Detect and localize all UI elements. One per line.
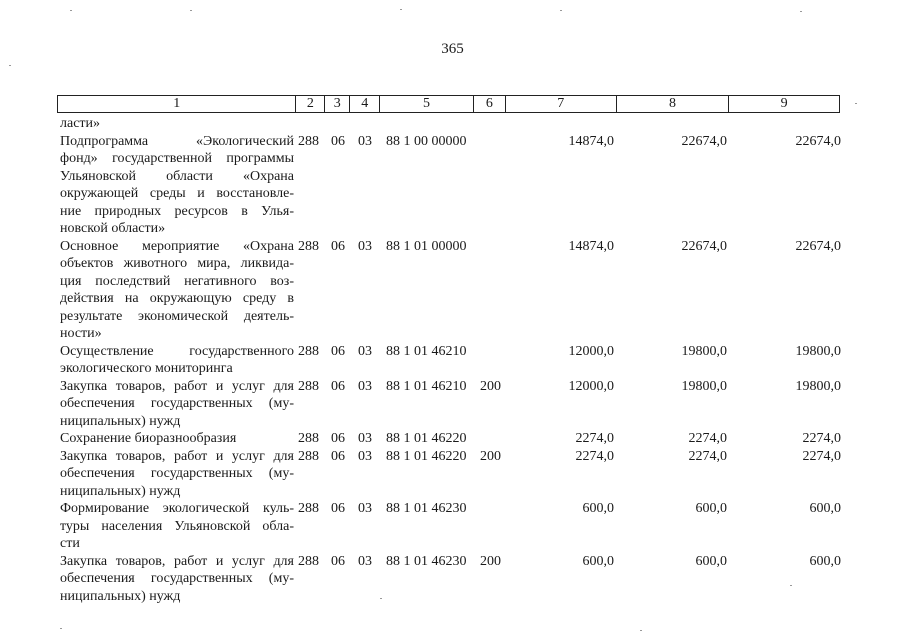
row-name-line: ности» — [60, 326, 102, 341]
header-col-4: 4 — [350, 96, 380, 112]
cell-value-2018: 2274,0 — [575, 431, 614, 446]
cell-csr: 88 1 01 46230 — [386, 501, 467, 516]
cell-value-2019: 19800,0 — [681, 378, 727, 394]
row-name-line: обеспечения государственных (му- — [60, 466, 294, 481]
cell-grbs: 288 — [298, 378, 319, 394]
row-name — [60, 115, 294, 133]
cell-value-2018: 14874,0 — [568, 238, 614, 254]
cell-vr: 200 — [480, 448, 501, 464]
cell-rz: 06 — [331, 238, 345, 254]
cell-pr: 03 — [358, 238, 372, 254]
cell-value-2020: 2274,0 — [802, 448, 841, 464]
cell-grbs: 288 — [298, 448, 319, 464]
cell-grbs: 288 — [298, 343, 319, 359]
row-name-line: окружающей среды и восстановле- — [60, 186, 294, 201]
row-name-line: ласти» — [60, 116, 101, 131]
row-name-line: Ульяновской области «Охрана — [60, 168, 294, 184]
row-name-line: Осуществление государственного — [60, 343, 294, 359]
row-name-line: фонд» государственной программы — [60, 151, 294, 166]
header-col-5: 5 — [380, 96, 474, 112]
cell-grbs: 288 — [298, 238, 319, 254]
cell-vr: 200 — [480, 553, 501, 569]
row-name-line: обеспечения государственных (му- — [60, 396, 294, 411]
cell-value-2018: 14874,0 — [568, 133, 614, 149]
cell-grbs: 288 — [298, 431, 319, 446]
cell-value-2019: 2274,0 — [688, 448, 727, 464]
header-col-6: 6 — [474, 96, 506, 112]
header-col-8: 8 — [617, 96, 730, 112]
cell-value-2018: 600,0 — [582, 553, 614, 569]
cell-csr: 88 1 01 00000 — [386, 238, 467, 254]
row-name-line: Формирование экологической куль- — [60, 501, 294, 516]
cell-pr: 03 — [358, 378, 372, 394]
cell-grbs: 288 — [298, 501, 319, 516]
page-number: 365 — [441, 41, 464, 57]
cell-rz: 06 — [331, 448, 345, 464]
cell-value-2018: 600,0 — [582, 501, 614, 516]
row-name — [60, 343, 294, 378]
cell-csr: 88 1 01 46210 — [386, 378, 467, 394]
row-name-line: Основное мероприятие «Охрана — [60, 238, 294, 254]
cell-csr: 88 1 00 00000 — [386, 133, 467, 149]
cell-value-2018: 2274,0 — [575, 448, 614, 464]
cell-pr: 03 — [358, 553, 372, 569]
row-name-line: Закупка товаров, работ и услуг для — [60, 378, 294, 394]
row-name-line: обеспечения государственных (му- — [60, 571, 294, 586]
cell-csr: 88 1 01 46210 — [386, 343, 467, 359]
row-name-line: результате экономической деятель- — [60, 308, 294, 324]
cell-value-2020: 22674,0 — [795, 238, 841, 254]
cell-value-2019: 600,0 — [695, 501, 727, 516]
cell-vr: 200 — [480, 378, 501, 394]
cell-value-2020: 22674,0 — [795, 133, 841, 149]
row-name — [60, 238, 294, 343]
row-name-line: экологического мониторинга — [60, 361, 233, 376]
cell-rz: 06 — [331, 343, 345, 359]
header-col-2: 2 — [296, 96, 325, 112]
header-col-1: 1 — [58, 96, 296, 112]
row-name-line: туры населения Ульяновской обла- — [60, 518, 294, 534]
row-name-line: объектов животного мира, ликвида- — [60, 256, 294, 271]
row-name-line: ниципальных) нужд — [60, 413, 181, 429]
cell-value-2019: 2274,0 — [688, 431, 727, 446]
row-name — [60, 500, 294, 553]
cell-rz: 06 — [331, 378, 345, 394]
row-name-line: действия на окружающую среду в — [60, 291, 294, 306]
row-name-line: ние природных ресурсов в Улья- — [60, 203, 294, 219]
row-name-line: сти — [60, 536, 80, 551]
header-col-7: 7 — [506, 96, 617, 112]
cell-value-2020: 600,0 — [809, 501, 841, 516]
header-col-9: 9 — [780, 96, 788, 111]
cell-rz: 06 — [331, 431, 345, 446]
row-name-line: ниципальных) нужд — [60, 483, 181, 499]
cell-value-2019: 600,0 — [695, 553, 727, 569]
cell-grbs: 288 — [298, 553, 319, 569]
row-name-line: ция последствий негативного воз- — [60, 273, 294, 289]
row-name — [60, 448, 294, 501]
cell-pr: 03 — [358, 448, 372, 464]
cell-value-2019: 19800,0 — [681, 343, 727, 359]
cell-pr: 03 — [358, 431, 372, 446]
row-name-line: Закупка товаров, работ и услуг для — [60, 448, 294, 464]
row-name — [60, 430, 294, 448]
row-name-line: ниципальных) нужд — [60, 588, 181, 604]
cell-rz: 06 — [331, 501, 345, 516]
row-name — [60, 553, 294, 606]
row-name — [60, 378, 294, 431]
cell-csr: 88 1 01 46230 — [386, 553, 467, 569]
cell-value-2019: 22674,0 — [681, 238, 727, 254]
cell-value-2020: 19800,0 — [795, 378, 841, 394]
cell-value-2020: 19800,0 — [795, 343, 841, 359]
cell-pr: 03 — [358, 343, 372, 359]
row-name-line: новской области» — [60, 221, 166, 236]
cell-rz: 06 — [331, 133, 345, 149]
cell-value-2018: 12000,0 — [568, 378, 614, 394]
cell-value-2020: 2274,0 — [802, 431, 841, 446]
cell-value-2020: 600,0 — [809, 553, 841, 569]
row-name-line: Закупка товаров, работ и услуг для — [60, 553, 294, 569]
cell-pr: 03 — [358, 133, 372, 149]
cell-csr: 88 1 01 46220 — [386, 448, 467, 464]
cell-csr: 88 1 01 46220 — [386, 431, 467, 446]
row-name-line: Подпрограмма «Экологический — [60, 133, 294, 149]
cell-grbs: 288 — [298, 133, 319, 149]
row-name — [60, 133, 294, 238]
header-col-3: 3 — [325, 96, 350, 112]
cell-value-2018: 12000,0 — [568, 343, 614, 359]
cell-rz: 06 — [331, 553, 345, 569]
cell-pr: 03 — [358, 501, 372, 516]
row-name-line: Сохранение биоразнообразия — [60, 431, 237, 446]
cell-value-2019: 22674,0 — [681, 133, 727, 149]
